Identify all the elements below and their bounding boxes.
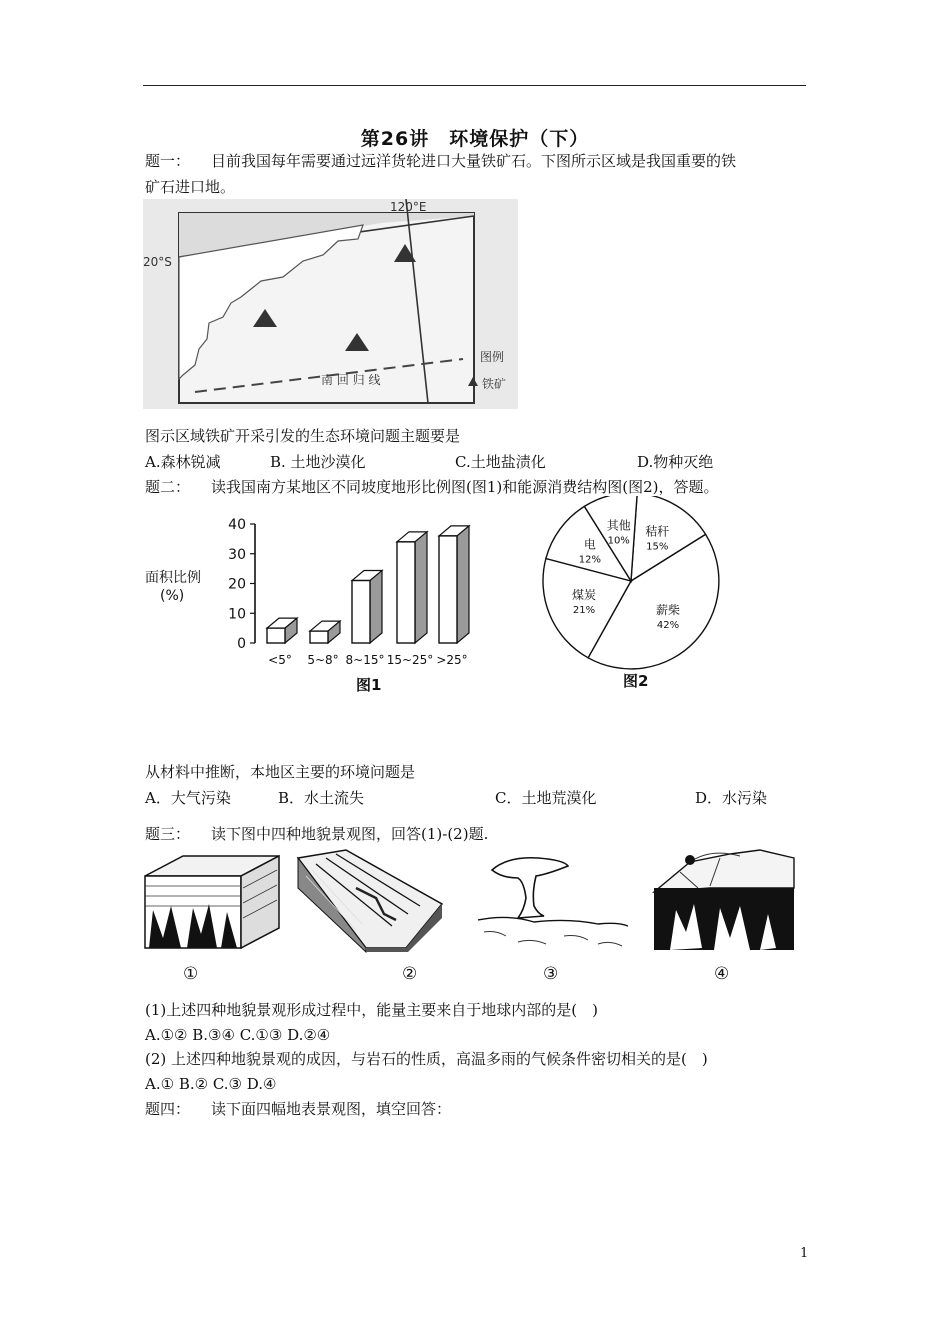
y-tick-label: 20	[228, 576, 246, 593]
q3-label: 题三：	[145, 825, 191, 843]
q2-option-b: B．水土流失	[278, 789, 365, 807]
pie-label: 秸秆	[645, 524, 670, 539]
pie-label: 煤炭	[571, 587, 597, 602]
q2-option-d: D．水污染	[695, 789, 768, 807]
pie-value-label: 42%	[656, 620, 680, 632]
iron-ore-map	[143, 199, 518, 413]
q1-option-a: A.森林锐减	[145, 453, 221, 471]
bar	[352, 581, 370, 643]
slope-bar-chart	[140, 500, 500, 704]
q3-sub1-options: A.①② B.③④ C.①③ D.②④	[145, 1026, 331, 1044]
bar-side	[370, 571, 382, 643]
q2-option-a: A．大气污染	[145, 789, 231, 807]
pie-value-label: 15%	[646, 541, 669, 553]
y-axis-unit: (%)	[160, 588, 185, 604]
bar-side	[457, 526, 469, 643]
q4-text: 读下面四幅地表景观图，填空回答：	[211, 1100, 452, 1118]
q1-option-d: D.物种灭绝	[637, 453, 714, 471]
landform-1-karst-block	[143, 848, 281, 957]
q2-option-c: C．土地荒漠化	[495, 789, 597, 807]
pie-label: 电	[583, 537, 596, 552]
y-tick-label: 0	[237, 636, 246, 652]
y-tick-label: 10	[228, 606, 246, 623]
y-tick-label: 40	[228, 517, 246, 533]
fig-label-2: ②	[402, 964, 418, 984]
bar	[397, 542, 415, 643]
legend-iron-label: 铁矿	[482, 377, 507, 391]
q3-sub1: (1)上述四种地貌景观形成过程中，能量主要来自于地球内部的是( )	[145, 1001, 598, 1019]
q1-option-b: B. 土地沙漠化	[270, 453, 366, 471]
x-tick-label: 5~8°	[307, 653, 339, 667]
q4-label: 题四：	[145, 1100, 191, 1118]
x-tick-label: >25°	[436, 653, 468, 667]
legend-title: 图例	[480, 350, 505, 364]
x-tick-label: <5°	[268, 653, 292, 667]
q1-question: 图示区域铁矿开采引发的生态环境问题主题要是	[145, 427, 461, 445]
x-tick-label: 8~15°	[345, 653, 385, 667]
fig-label-1: ①	[183, 964, 199, 984]
fig-label-4: ④	[714, 964, 730, 984]
bar	[439, 536, 457, 643]
pie-value-label: 12%	[578, 554, 602, 566]
q3-sub2: (2) 上述四种地貌景观的成因，与岩石的性质，高温多雨的气候条件密切相关的是( )	[145, 1050, 708, 1068]
q2-text: 读我国南方某地区不同坡度地形比例图(图1)和能源消费结构图(图2)，答题。	[211, 478, 719, 496]
page-title: 第26讲 环境保护（下）	[360, 128, 590, 150]
y-axis-label: 面积比例	[145, 570, 201, 586]
fig-label-3: ③	[543, 964, 559, 984]
q1-label: 题一：	[145, 152, 191, 170]
pie-label: 薪柴	[655, 603, 681, 618]
q3-sub2-options: A.① B.② C.③ D.④	[145, 1075, 277, 1093]
pie-value-label: 10%	[607, 535, 630, 547]
latitude-label: 20°S	[143, 255, 172, 269]
q1-option-c: C.土地盐渍化	[455, 453, 546, 471]
q3-text: 读下图中四种地貌景观图，回答(1)-(2)题.	[211, 825, 489, 843]
tropic-label: 南 回 归 线	[321, 373, 381, 387]
header-rule	[143, 85, 806, 86]
longitude-label: 120°E	[390, 200, 427, 214]
landform-4-karst-cave	[650, 848, 796, 957]
landform-2-fault-block	[296, 848, 444, 957]
pie-label: 其他	[606, 518, 631, 533]
q1-text-line1: 目前我国每年需要通过远洋货轮进口大量铁矿石。下图所示区域是我国重要的铁	[211, 152, 737, 170]
energy-pie-chart	[530, 496, 730, 700]
pie-value-label: 21%	[572, 604, 596, 616]
q2-label: 题二：	[145, 478, 191, 496]
x-tick-label: 15~25°	[386, 653, 434, 667]
bar	[267, 628, 285, 643]
landform-3-mushroom-rock	[478, 852, 628, 956]
q1-text-line2: 矿石进口地。	[145, 178, 236, 196]
bar	[310, 631, 328, 643]
y-tick-label: 30	[228, 546, 246, 563]
chart2-title: 图2	[623, 672, 649, 690]
chart1-title: 图1	[356, 676, 382, 694]
q2-question: 从材料中推断，本地区主要的环境问题是	[145, 763, 416, 781]
bar-side	[415, 532, 427, 643]
page-number: 1	[800, 1246, 809, 1261]
